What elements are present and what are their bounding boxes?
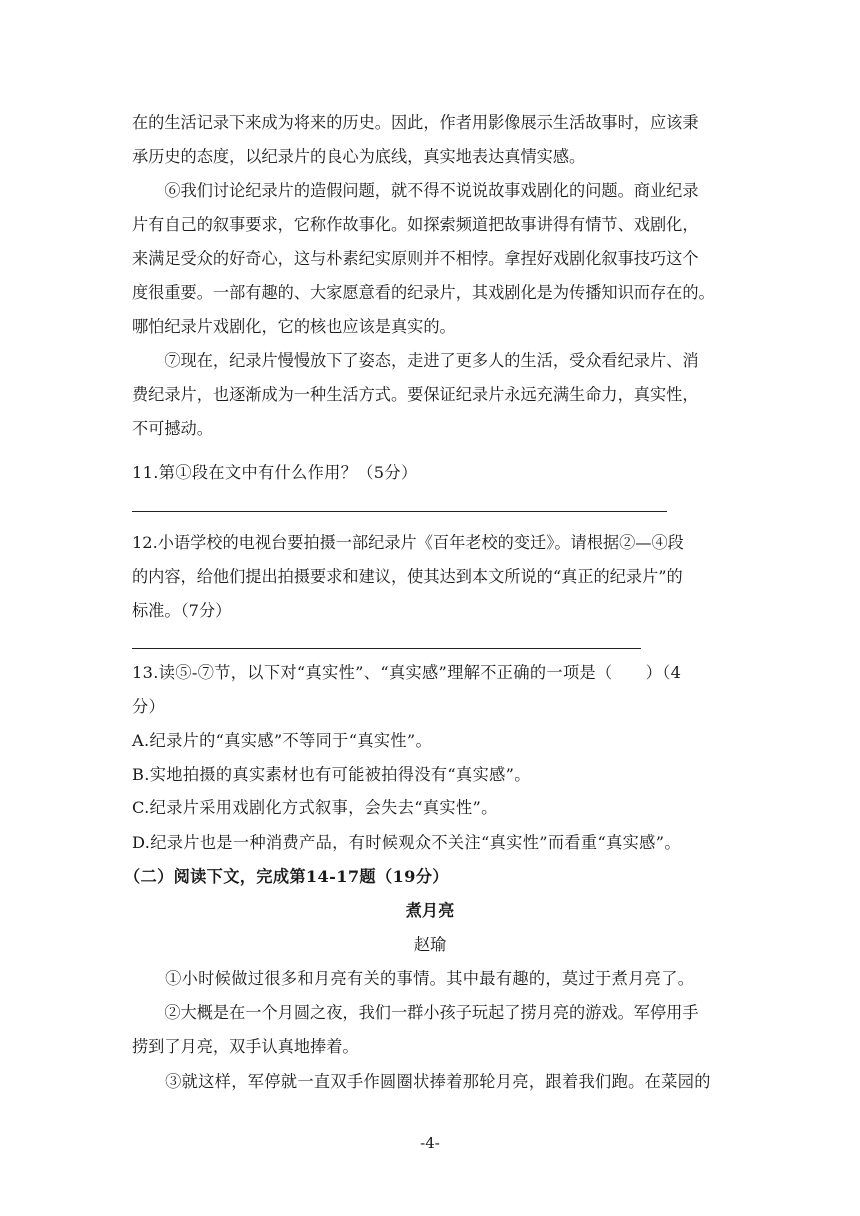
option-c: C.纪录片采用戏剧化方式叙事，会失去“真实性”。 <box>132 798 498 817</box>
answer-line-12[interactable] <box>132 648 641 649</box>
paragraph-6 <box>132 174 730 344</box>
text-line: 标准。（7分） <box>132 601 232 620</box>
paragraph-7 <box>132 344 730 446</box>
essay-paragraph-3: ③就这样，军停就一直双手作圆圈状捧着那轮月亮，跟着我们跑。在菜园的 <box>132 1072 711 1091</box>
text-line: ②大概是在一个月圆之夜，我们一群小孩子玩起了捞月亮的游戏。军停用手 <box>132 1003 699 1022</box>
question-11: 11.第①段在文中有什么作用？（5分） <box>132 463 418 482</box>
text-line: 费纪录片，也逐渐成为一种生活方式。要保证纪录片永远充满生命力，真实性， <box>132 385 699 404</box>
text-line: 度很重要。一部有趣的、大家愿意看的纪录片，其戏剧化是为传播知识而存在的。 <box>132 283 715 302</box>
text-line: ⑦现在，纪录片慢慢放下了姿态，走进了更多人的生活，受众看纪录片、消 <box>132 351 699 370</box>
essay-paragraph-1: ①小时候做过很多和月亮有关的事情。其中最有趣的，莫过于煮月亮了。 <box>132 969 695 988</box>
question-13: 13.读⑤-⑦节，以下对“真实性”、“真实感”理解不正确的一项是（ ）（4 <box>132 663 682 682</box>
option-b: B.实地拍摄的真实素材也有可能被拍得没有“真实感”。 <box>132 765 531 784</box>
question-13-cont: 分） <box>132 697 166 716</box>
essay-author: 赵瑜 <box>413 935 447 954</box>
paragraph-5-continued <box>132 106 730 174</box>
essay-paragraph-2 <box>132 996 730 1064</box>
answer-line-11[interactable] <box>132 511 667 512</box>
page-number: -4- <box>420 1134 440 1152</box>
text-line: 不可撼动。 <box>132 419 213 438</box>
text-line: 承历史的态度，以纪录片的良心为底线，真实地表达真情实感。 <box>132 147 586 166</box>
text-line: ⑥我们讨论纪录片的造假问题，就不得不说说故事戏剧化的问题。商业纪录 <box>132 181 699 200</box>
text-line: 捞到了月亮，双手认真地捧着。 <box>132 1037 359 1056</box>
text-line: 的内容，给他们提出拍摄要求和建议，使其达到本文所说的“真正的纪录片”的 <box>132 567 683 586</box>
option-d: D.纪录片也是一种消费产品，有时候观众不关注“真实性”而看重“真实感”。 <box>132 833 681 852</box>
text-line: 在的生活记录下来成为将来的历史。因此，作者用影像展示生活故事时，应该秉 <box>132 113 699 132</box>
option-a: A.纪录片的“真实感”不等同于“真实性”。 <box>132 731 433 750</box>
text-line: 片有自己的叙事要求，它称作故事化。如探索频道把故事讲得有情节、戏剧化， <box>132 215 699 234</box>
essay-title: 煮月亮 <box>405 901 455 920</box>
question-12 <box>132 526 730 628</box>
text-line: 哪怕纪录片戏剧化，它的核也应该是真实的。 <box>132 317 456 336</box>
section-2-heading: （二）阅读下文，完成第14-17题（19分） <box>124 867 449 886</box>
text-line: 来满足受众的好奇心，这与朴素纪实原则并不相悖。拿捏好戏剧化叙事技巧这个 <box>132 249 699 268</box>
text-line: 12.小语学校的电视台要拍摄一部纪录片《百年老校的变迁》。请根据②—④段 <box>132 533 684 552</box>
